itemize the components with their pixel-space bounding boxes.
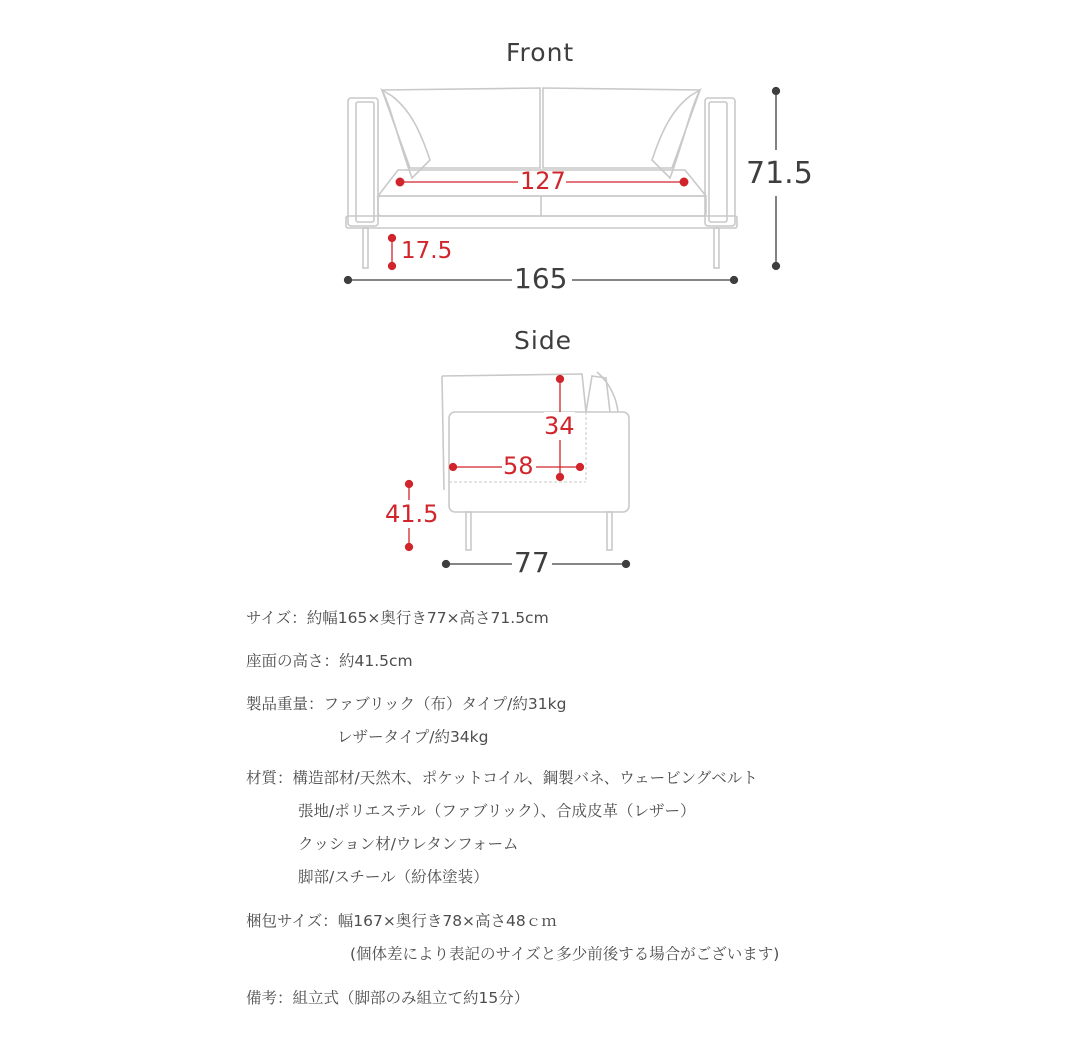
side-back-height-label: 34 (544, 412, 575, 440)
spec-material-legs: 脚部/スチール（紛体塗装） (298, 868, 489, 886)
spec-material-cushion: クッション材/ウレタンフォーム (298, 835, 519, 853)
spec-seat-height: 座面の高さ：約41.5cm (246, 652, 413, 670)
spec-weight-leather: レザータイプ/約34kg (337, 728, 489, 746)
front-view-title: Front (506, 38, 575, 67)
spec-package-note: (個体差により表記のサイズと多少前後する場合がございます) (350, 945, 780, 963)
spec-package-size: 梱包サイズ：幅167×奥行き78×高さ48ｃｍ (246, 912, 557, 930)
front-height-label: 71.5 (746, 156, 813, 191)
spec-material-structure: 材質：構造部材/天然木、ポケットコイル、鋼製バネ、ウェービングベルト (246, 769, 758, 787)
spec-size: サイズ：約幅165×奥行き77×高さ71.5cm (246, 609, 549, 627)
spec-weight-fabric: 製品重量：ファブリック（布）タイプ/約31kg (246, 695, 567, 713)
spec-material-upholstery: 張地/ポリエステル（ファブリック）、合成皮革（レザー） (298, 802, 696, 820)
spec-note: 備考：組立式（脚部のみ組立て約15分） (246, 989, 530, 1007)
side-seat-depth-label: 58 (503, 452, 534, 480)
side-depth-label: 77 (514, 546, 550, 579)
front-seat-width-label: 127 (520, 167, 566, 195)
front-leg-height-label: 17.5 (401, 238, 453, 264)
side-view-title: Side (514, 326, 573, 355)
front-width-label: 165 (514, 262, 568, 295)
side-seat-height-label: 41.5 (385, 500, 439, 528)
